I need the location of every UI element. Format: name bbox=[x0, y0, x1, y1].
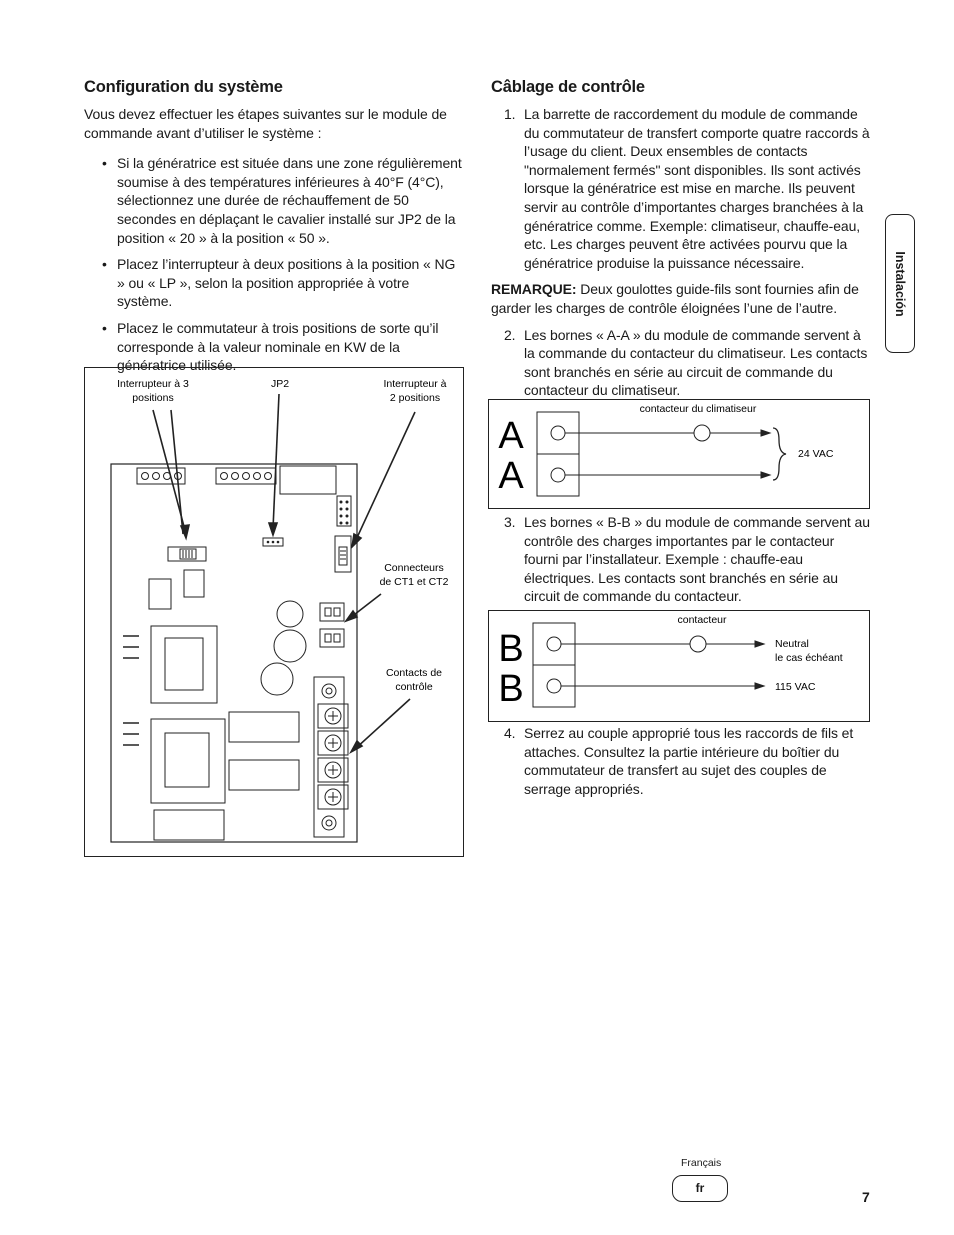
terminal-letter-b-bottom: B bbox=[498, 668, 524, 710]
tick-marks bbox=[123, 636, 139, 745]
component-rect bbox=[149, 579, 171, 609]
label-jp2: JP2 bbox=[270, 378, 290, 390]
step-item bbox=[491, 105, 871, 272]
ct-connector bbox=[320, 603, 344, 621]
step-number: 2. bbox=[504, 326, 516, 343]
footer-language-badge: fr bbox=[672, 1175, 728, 1202]
bullet-text: Si la génératrice est située dans une zone régulièrement soumise à des températures inférieures à 40°F (4°C), sélectionnez une durée de réchauffement de 50 secondes en déplaçant le cavalier installé sur JP2 de la position « 20 » à la position « 50 ». bbox=[117, 155, 462, 246]
diagram-b-voltage: 115 VAC bbox=[775, 681, 816, 693]
control-module-diagram bbox=[85, 368, 463, 856]
left-column bbox=[84, 78, 466, 383]
bullet-symbol: • bbox=[102, 155, 107, 172]
remark-text: Deux goulottes guide-fils sont fournies afin de garder les charges de contrôle éloignées l’une de l’autre. bbox=[491, 281, 859, 316]
terminal-strip bbox=[314, 677, 348, 837]
intro-paragraph: Vous devez effectuer les étapes suivantes sur le module de commande avant d’utiliser le système : bbox=[84, 106, 447, 141]
step-text: Les bornes « A-A » du module de commande servent à la commande du contacteur du climatiseur. Les contacts sont branchés en série au circuit de commande du contacteur du climatiseur. bbox=[524, 326, 868, 399]
relay-block-top bbox=[280, 466, 336, 494]
relay bbox=[229, 712, 299, 742]
step-number: 3. bbox=[504, 514, 516, 530]
wiring-steps-2 bbox=[491, 326, 871, 400]
component-rect bbox=[184, 570, 204, 597]
bullet-item bbox=[84, 154, 466, 247]
capacitor-circle bbox=[277, 601, 303, 627]
control-module-figure bbox=[84, 367, 464, 857]
terminal-block-b bbox=[533, 623, 575, 707]
wiring-step-4-block bbox=[491, 724, 871, 798]
section-heading-cablage: Câblage de contrôle bbox=[491, 78, 645, 96]
capacitor-circle bbox=[261, 663, 293, 695]
component-rect bbox=[154, 810, 224, 840]
step-text: La barrette de raccordement du module de commande du commutateur de transfert comporte quatre raccords à l’usage du client. Deux ensembles de contacts "normalement fermés" sont disponibles. Ils sont activés lorsque la génératrice est mise en marche. Ils peuvent servir au contrôle d’importantes charges branchées à la génératrice comme. Exemple: climatiseur, chauffe-eau, etc. Les charges peuvent être activées pourvu que la génératrice produise la puissance nécessaire. bbox=[524, 106, 870, 271]
label-contacts-line2: contrôle bbox=[395, 681, 433, 693]
two-position-switch bbox=[335, 536, 351, 572]
diagram-b-title: contacteur bbox=[677, 614, 727, 626]
transformer bbox=[151, 626, 217, 703]
jp2-jumper bbox=[263, 538, 283, 546]
remark-label: REMARQUE: bbox=[491, 281, 577, 298]
wiring-steps-1 bbox=[491, 105, 871, 272]
diagram-b-neutral-line2: le cas échéant bbox=[775, 652, 843, 664]
bullet-text: Placez l’interrupteur à deux positions à la position « NG » ou « LP », selon la position appropriée à votre système. bbox=[117, 256, 456, 310]
wiring-step-3-block bbox=[491, 513, 871, 606]
step-text: Serrez au couple approprié tous les raccords de fils et attaches. Consultez la partie intérieure du boîtier du commutateur de transfert au sujet des couples de serrage appropriés. bbox=[524, 725, 854, 797]
diagram-b-b bbox=[488, 610, 870, 722]
ct-connector bbox=[320, 629, 344, 647]
section-heading-configuration: Configuration du système bbox=[84, 78, 283, 96]
label-3pos-line1: Interrupteur à 3 bbox=[117, 378, 189, 390]
relay bbox=[229, 760, 299, 790]
bullet-symbol: • bbox=[102, 256, 107, 273]
transformer bbox=[151, 719, 225, 803]
callout-arrows bbox=[153, 394, 415, 752]
capacitor-circle bbox=[274, 630, 306, 662]
diagram-a-a bbox=[488, 399, 870, 509]
diagram-a-title: contacteur du climatiseur bbox=[639, 403, 757, 415]
bullet-item bbox=[84, 255, 466, 311]
step-item bbox=[491, 326, 871, 400]
step-item bbox=[491, 513, 871, 606]
diagram-a-wires bbox=[565, 425, 770, 478]
remark-paragraph bbox=[491, 280, 871, 317]
brace-icon bbox=[773, 428, 786, 480]
label-2pos-line2: 2 positions bbox=[389, 392, 441, 404]
label-contacts-line1: Contacts de bbox=[385, 667, 443, 679]
diagram-b-neutral-line1: Neutral bbox=[775, 638, 809, 650]
page-number: 7 bbox=[862, 1189, 870, 1205]
header-pins bbox=[337, 496, 351, 526]
diagram-a-voltage: 24 VAC bbox=[798, 448, 834, 460]
terminal-letter-a-bottom: A bbox=[498, 455, 524, 497]
diagram-b-wires bbox=[561, 636, 764, 689]
configuration-bullet-list bbox=[84, 154, 466, 375]
label-ct-line2: de CT1 et CT2 bbox=[379, 576, 449, 588]
bullet-text: Placez le commutateur à trois positions de sorte qu’il corresponde à la valeur nominale en KW de la génératrice utilisée. bbox=[117, 319, 439, 374]
footer-language-label: Français bbox=[681, 1157, 722, 1169]
step-text: Les bornes « B-B » du module de commande servent au contrôle des charges importantes par le contacteur fourni par l’installateur. Exemple : chauffe-eau électriques. Les contacts sont branchés en série au circuit de commande du contacteur. bbox=[524, 514, 870, 605]
diagram-a-svg bbox=[489, 400, 869, 508]
three-position-switch bbox=[168, 547, 206, 561]
section-side-tab bbox=[885, 214, 915, 353]
step-number: 1. bbox=[504, 106, 516, 122]
step-number: 4. bbox=[504, 725, 516, 741]
connector-5pin bbox=[216, 468, 276, 484]
side-tab-label: Instalación bbox=[893, 250, 907, 317]
label-2pos-line1: Interrupteur à bbox=[383, 378, 447, 390]
label-ct-line1: Connecteurs bbox=[384, 562, 444, 574]
diagram-b-svg bbox=[489, 611, 869, 721]
terminal-letter-a-top: A bbox=[498, 415, 524, 457]
step-item bbox=[491, 724, 871, 798]
terminal-block-a bbox=[537, 412, 579, 496]
label-3pos-line2: positions bbox=[132, 392, 174, 404]
terminal-letter-b-top: B bbox=[498, 628, 524, 670]
right-column bbox=[491, 78, 871, 400]
bullet-symbol: • bbox=[102, 319, 107, 336]
